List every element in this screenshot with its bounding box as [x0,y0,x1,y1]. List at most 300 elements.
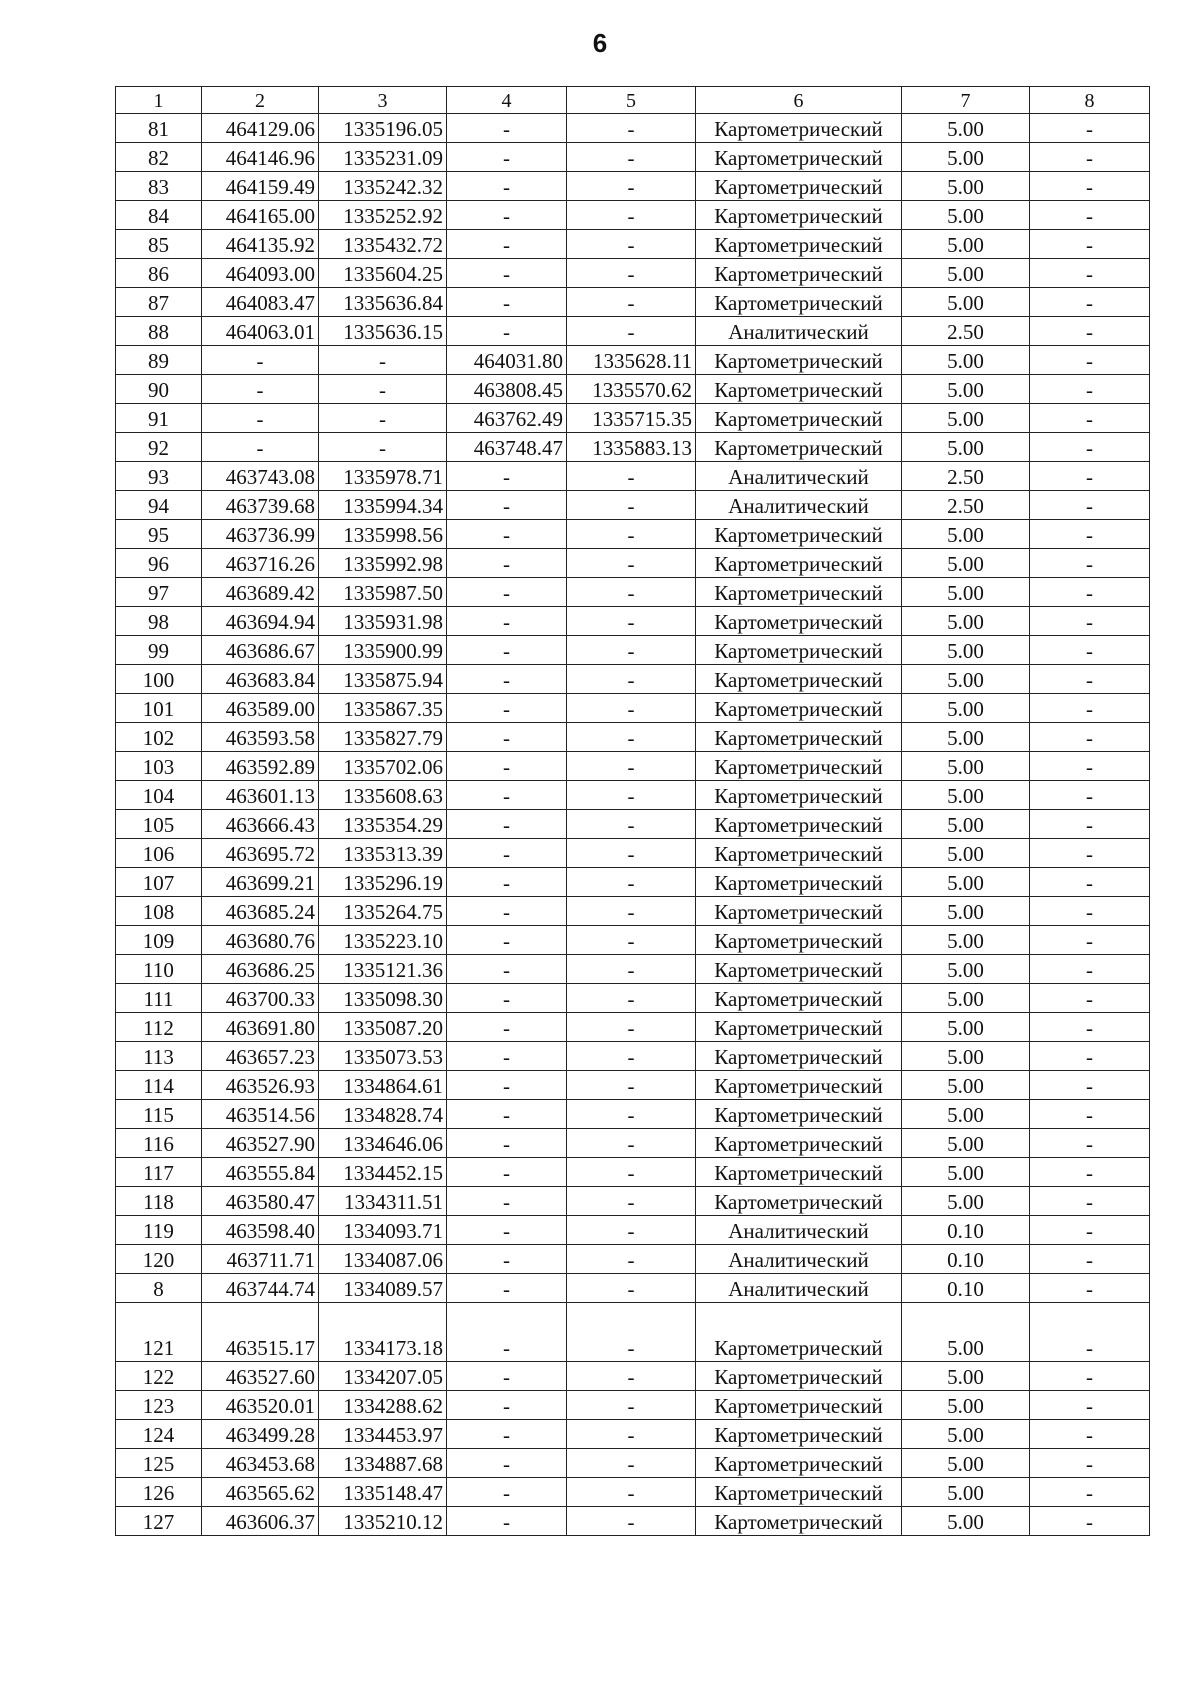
table-row [116,781,1150,810]
table-cell: - [447,1333,567,1362]
table-cell: 463589.00 [202,694,319,723]
table-cell: 463565.62 [202,1478,319,1507]
table-cell: 1335242.32 [319,172,447,201]
table-cell: 115 [116,1100,202,1129]
table-cell: 1335636.84 [319,288,447,317]
table-row [116,404,1150,433]
table-cell: 1335252.92 [319,201,447,230]
table-cell: - [447,520,567,549]
table-cell: - [567,1013,696,1042]
table-cell: Картометрический [696,752,902,781]
table-cell: - [447,1158,567,1187]
table-cell: 1335148.47 [319,1478,447,1507]
table-cell: - [567,1507,696,1536]
table-row [116,839,1150,868]
empty-cell [696,1303,902,1334]
table-cell: Аналитический [696,1274,902,1303]
table-cell: 463691.80 [202,1013,319,1042]
table-row [116,1449,1150,1478]
table-cell: - [1030,491,1150,520]
table-cell: Картометрический [696,636,902,665]
table-cell: 5.00 [902,404,1030,433]
table-cell: 1334864.61 [319,1071,447,1100]
table-cell: 93 [116,462,202,491]
table-cell: - [447,1478,567,1507]
table-cell: Картометрический [696,1013,902,1042]
table-cell: 1335931.98 [319,607,447,636]
table-cell: 5.00 [902,201,1030,230]
table-cell: 1334452.15 [319,1158,447,1187]
table-cell: - [447,781,567,810]
table-cell: - [319,433,447,462]
table-cell: 1335987.50 [319,578,447,607]
table-row [116,433,1150,462]
table-cell: - [447,839,567,868]
table-cell: 5.00 [902,1507,1030,1536]
table-cell: 98 [116,607,202,636]
table-cell: Картометрический [696,984,902,1013]
table-cell: 463695.72 [202,839,319,868]
table-cell: 5.00 [902,259,1030,288]
table-cell: Картометрический [696,1100,902,1129]
table-cell: Аналитический [696,491,902,520]
table-cell: - [1030,752,1150,781]
table-cell: - [1030,810,1150,839]
table-cell: - [567,1216,696,1245]
table-cell: - [447,955,567,984]
table-row [116,810,1150,839]
table-cell: - [1030,984,1150,1013]
table-cell: 463716.26 [202,549,319,578]
table-cell: 5.00 [902,143,1030,172]
table-cell: 1335715.35 [567,404,696,433]
table-cell: - [567,288,696,317]
table-row [116,230,1150,259]
table-cell: - [1030,143,1150,172]
table-cell: 103 [116,752,202,781]
table-row [116,462,1150,491]
empty-cell [116,1303,202,1334]
table-row [116,1042,1150,1071]
table-row [116,114,1150,143]
table-cell: - [567,230,696,259]
header-cell: 7 [902,87,1030,114]
empty-cell [902,1303,1030,1334]
table-cell: 112 [116,1013,202,1042]
table-cell: - [1030,1391,1150,1420]
table-cell: Картометрический [696,520,902,549]
table-cell: 1334089.57 [319,1274,447,1303]
table-cell: - [447,1100,567,1129]
table-cell: Картометрический [696,781,902,810]
table-cell: Картометрический [696,665,902,694]
table-cell: 463808.45 [447,375,567,404]
table-cell: - [567,549,696,578]
table-cell: 5.00 [902,578,1030,607]
table-cell: 8 [116,1274,202,1303]
table-cell: - [567,1478,696,1507]
table-cell: 124 [116,1420,202,1449]
table-cell: - [1030,1420,1150,1449]
table-cell: Картометрический [696,1507,902,1536]
table-cell: 1334173.18 [319,1333,447,1362]
table-cell: - [1030,578,1150,607]
table-cell: 5.00 [902,1042,1030,1071]
blank-row [116,1303,1150,1334]
table-cell: Картометрический [696,1362,902,1391]
table-cell: 82 [116,143,202,172]
table-cell: - [447,1129,567,1158]
table-cell: - [1030,1274,1150,1303]
table-cell: - [447,1013,567,1042]
table-cell: 5.00 [902,607,1030,636]
table-cell: Картометрический [696,114,902,143]
table-cell: 463686.25 [202,955,319,984]
table-cell: - [1030,955,1150,984]
table-cell: 100 [116,665,202,694]
table-cell: Картометрический [696,1449,902,1478]
header-cell: 2 [202,87,319,114]
table-cell: 1335354.29 [319,810,447,839]
table-cell: 463527.90 [202,1129,319,1158]
table-cell: 463748.47 [447,433,567,462]
table-cell: - [567,1187,696,1216]
table-row [116,1071,1150,1100]
table-cell: - [447,723,567,752]
table-cell: Картометрический [696,1187,902,1216]
table-cell: Картометрический [696,955,902,984]
table-cell: 0.10 [902,1216,1030,1245]
table-row [116,288,1150,317]
table-cell: 5.00 [902,1420,1030,1449]
table-cell: - [447,230,567,259]
table-cell: - [447,607,567,636]
table-cell: 111 [116,984,202,1013]
table-cell: 81 [116,114,202,143]
table-cell: 1335628.11 [567,346,696,375]
table-cell: - [567,1158,696,1187]
table-cell: 463739.68 [202,491,319,520]
table-cell: 5.00 [902,1362,1030,1391]
table-cell: - [567,317,696,346]
table-cell: - [1030,1216,1150,1245]
table-row [116,1216,1150,1245]
table-cell: Картометрический [696,839,902,868]
table-cell: 463514.56 [202,1100,319,1129]
table-cell: - [567,1449,696,1478]
table-row [116,1478,1150,1507]
table-cell: 0.10 [902,1245,1030,1274]
empty-cell [319,1303,447,1334]
table-cell: - [1030,288,1150,317]
table-row [116,1245,1150,1274]
table-cell: 464129.06 [202,114,319,143]
table-cell: 463680.76 [202,926,319,955]
table-cell: - [567,1391,696,1420]
table-cell: Картометрический [696,694,902,723]
table-cell: 1335998.56 [319,520,447,549]
table-cell: 5.00 [902,694,1030,723]
table-cell: 463598.40 [202,1216,319,1245]
table-cell: 1335231.09 [319,143,447,172]
table-cell: 84 [116,201,202,230]
table-cell: 2.50 [902,462,1030,491]
table-cell: 120 [116,1245,202,1274]
table-cell: 1335264.75 [319,897,447,926]
table-cell: - [567,1071,696,1100]
table-cell: 5.00 [902,114,1030,143]
table-cell: Картометрический [696,607,902,636]
table-cell: 2.50 [902,491,1030,520]
table-cell: 464083.47 [202,288,319,317]
table-row [116,694,1150,723]
table-row [116,1391,1150,1420]
header-cell: 4 [447,87,567,114]
table-cell: 5.00 [902,723,1030,752]
table-cell: 1335223.10 [319,926,447,955]
table-cell: 463555.84 [202,1158,319,1187]
table-cell: 463711.71 [202,1245,319,1274]
table-cell: 88 [116,317,202,346]
table-cell: Картометрический [696,288,902,317]
table-cell: Картометрический [696,259,902,288]
table-cell: - [447,114,567,143]
table-cell: 463699.21 [202,868,319,897]
table-cell: - [1030,1071,1150,1100]
table-cell: 463592.89 [202,752,319,781]
table-cell: - [567,781,696,810]
table-cell: Аналитический [696,1216,902,1245]
table-cell: 85 [116,230,202,259]
table-cell: - [567,897,696,926]
table-cell: - [567,926,696,955]
table-row [116,1158,1150,1187]
table-cell: - [447,172,567,201]
table-cell: - [447,1449,567,1478]
table-cell: 2.50 [902,317,1030,346]
table-cell: 119 [116,1216,202,1245]
table-cell: 89 [116,346,202,375]
table-cell: - [567,578,696,607]
table-cell: 464031.80 [447,346,567,375]
table-cell: 1335604.25 [319,259,447,288]
table-cell: 5.00 [902,1071,1030,1100]
table-cell: Картометрический [696,723,902,752]
table-cell: 5.00 [902,346,1030,375]
table-cell: - [447,897,567,926]
table-cell: 463736.99 [202,520,319,549]
table-cell: 1334311.51 [319,1187,447,1216]
table-cell: - [1030,1042,1150,1071]
table-cell: - [447,752,567,781]
table-cell: 463694.94 [202,607,319,636]
table-cell: 463689.42 [202,578,319,607]
table-cell: 5.00 [902,549,1030,578]
table-cell: - [1030,897,1150,926]
table-cell: - [1030,1478,1150,1507]
table-cell: - [1030,346,1150,375]
table-cell: 5.00 [902,752,1030,781]
table-cell: - [447,984,567,1013]
table-cell: 86 [116,259,202,288]
table-cell: - [1030,404,1150,433]
table-cell: 1335098.30 [319,984,447,1013]
table-cell: - [1030,926,1150,955]
table-cell: - [447,201,567,230]
table-row [116,868,1150,897]
table-cell: - [447,636,567,665]
table-cell: 122 [116,1362,202,1391]
table-cell: 463657.23 [202,1042,319,1071]
table-cell: - [1030,259,1150,288]
table-cell: 1334093.71 [319,1216,447,1245]
table-cell: - [567,520,696,549]
table-cell: 87 [116,288,202,317]
table-cell: 464159.49 [202,172,319,201]
table-cell: - [1030,375,1150,404]
table-cell: - [567,694,696,723]
table-row [116,1013,1150,1042]
table-cell: 463686.67 [202,636,319,665]
table-cell: - [447,549,567,578]
table-cell: - [1030,549,1150,578]
table-cell: 1335210.12 [319,1507,447,1536]
empty-cell [567,1303,696,1334]
table-cell: 464135.92 [202,230,319,259]
table-cell: 5.00 [902,433,1030,462]
table-cell: - [447,810,567,839]
table-cell: 92 [116,433,202,462]
table-cell: 5.00 [902,636,1030,665]
table-cell: 1335073.53 [319,1042,447,1071]
table-row [116,520,1150,549]
table-cell: - [1030,1245,1150,1274]
table-cell: 1335636.15 [319,317,447,346]
table-cell: - [447,1362,567,1391]
table-cell: - [567,172,696,201]
table-cell: - [319,404,447,433]
table-row [116,549,1150,578]
table-cell: 463606.37 [202,1507,319,1536]
table-row [116,984,1150,1013]
table-cell: Картометрический [696,1333,902,1362]
table-cell: 464165.00 [202,201,319,230]
table-cell: 5.00 [902,288,1030,317]
table-cell: - [447,1420,567,1449]
table-cell: - [567,839,696,868]
table-cell: Картометрический [696,1158,902,1187]
table-cell: - [202,346,319,375]
table-cell: Картометрический [696,1129,902,1158]
table-cell: 463520.01 [202,1391,319,1420]
table-cell: 5.00 [902,1391,1030,1420]
table-cell: 5.00 [902,810,1030,839]
header-cell: 1 [116,87,202,114]
table-cell: - [567,201,696,230]
table-cell: Картометрический [696,143,902,172]
table-row [116,752,1150,781]
table-row [116,1420,1150,1449]
table-cell: - [447,665,567,694]
table-row [116,665,1150,694]
table-row [116,926,1150,955]
table-row [116,955,1150,984]
table-cell: - [1030,1013,1150,1042]
table-cell: - [447,1507,567,1536]
table-cell: 5.00 [902,375,1030,404]
table-cell: - [567,955,696,984]
table-cell: 463683.84 [202,665,319,694]
table-cell: Аналитический [696,1245,902,1274]
table-cell: 109 [116,926,202,955]
table-cell: 5.00 [902,1100,1030,1129]
table-cell: 107 [116,868,202,897]
table-cell: 5.00 [902,1158,1030,1187]
table-cell: Картометрический [696,578,902,607]
table-cell: 108 [116,897,202,926]
table-cell: - [202,433,319,462]
table-cell: 5.00 [902,1013,1030,1042]
table-cell: - [567,607,696,636]
empty-cell [202,1303,319,1334]
table-cell: - [567,1129,696,1158]
table-cell: - [447,317,567,346]
coordinates-table [115,86,1150,1536]
table-cell: 1335978.71 [319,462,447,491]
table-cell: - [567,868,696,897]
table-cell: 1335196.05 [319,114,447,143]
table-cell: - [202,375,319,404]
table-cell: - [1030,114,1150,143]
table-row [116,143,1150,172]
table-cell: Картометрический [696,1042,902,1071]
table-row [116,172,1150,201]
table-cell: 1335827.79 [319,723,447,752]
table-cell: 1335875.94 [319,665,447,694]
table-cell: 95 [116,520,202,549]
table-cell: 463527.60 [202,1362,319,1391]
table-cell: - [567,1042,696,1071]
empty-cell [1030,1303,1150,1334]
table-row [116,897,1150,926]
table-cell: - [447,578,567,607]
table-row [116,317,1150,346]
table-cell: - [447,1042,567,1071]
empty-cell [447,1303,567,1334]
table-cell: 5.00 [902,984,1030,1013]
table-cell: 91 [116,404,202,433]
table-cell: 105 [116,810,202,839]
table-cell: - [319,346,447,375]
table-row [116,491,1150,520]
table-cell: - [1030,462,1150,491]
table-row [116,723,1150,752]
table-cell: 5.00 [902,230,1030,259]
table-row [116,1187,1150,1216]
table-cell: - [447,868,567,897]
table-cell: - [1030,1187,1150,1216]
table-cell: 1335121.36 [319,955,447,984]
table-cell: 126 [116,1478,202,1507]
table-cell: - [1030,1158,1150,1187]
table-cell: 114 [116,1071,202,1100]
table-cell: - [1030,1100,1150,1129]
table-cell: 464093.00 [202,259,319,288]
table-cell: 1334646.06 [319,1129,447,1158]
table-cell: - [1030,201,1150,230]
table-cell: 110 [116,955,202,984]
table-cell: 106 [116,839,202,868]
